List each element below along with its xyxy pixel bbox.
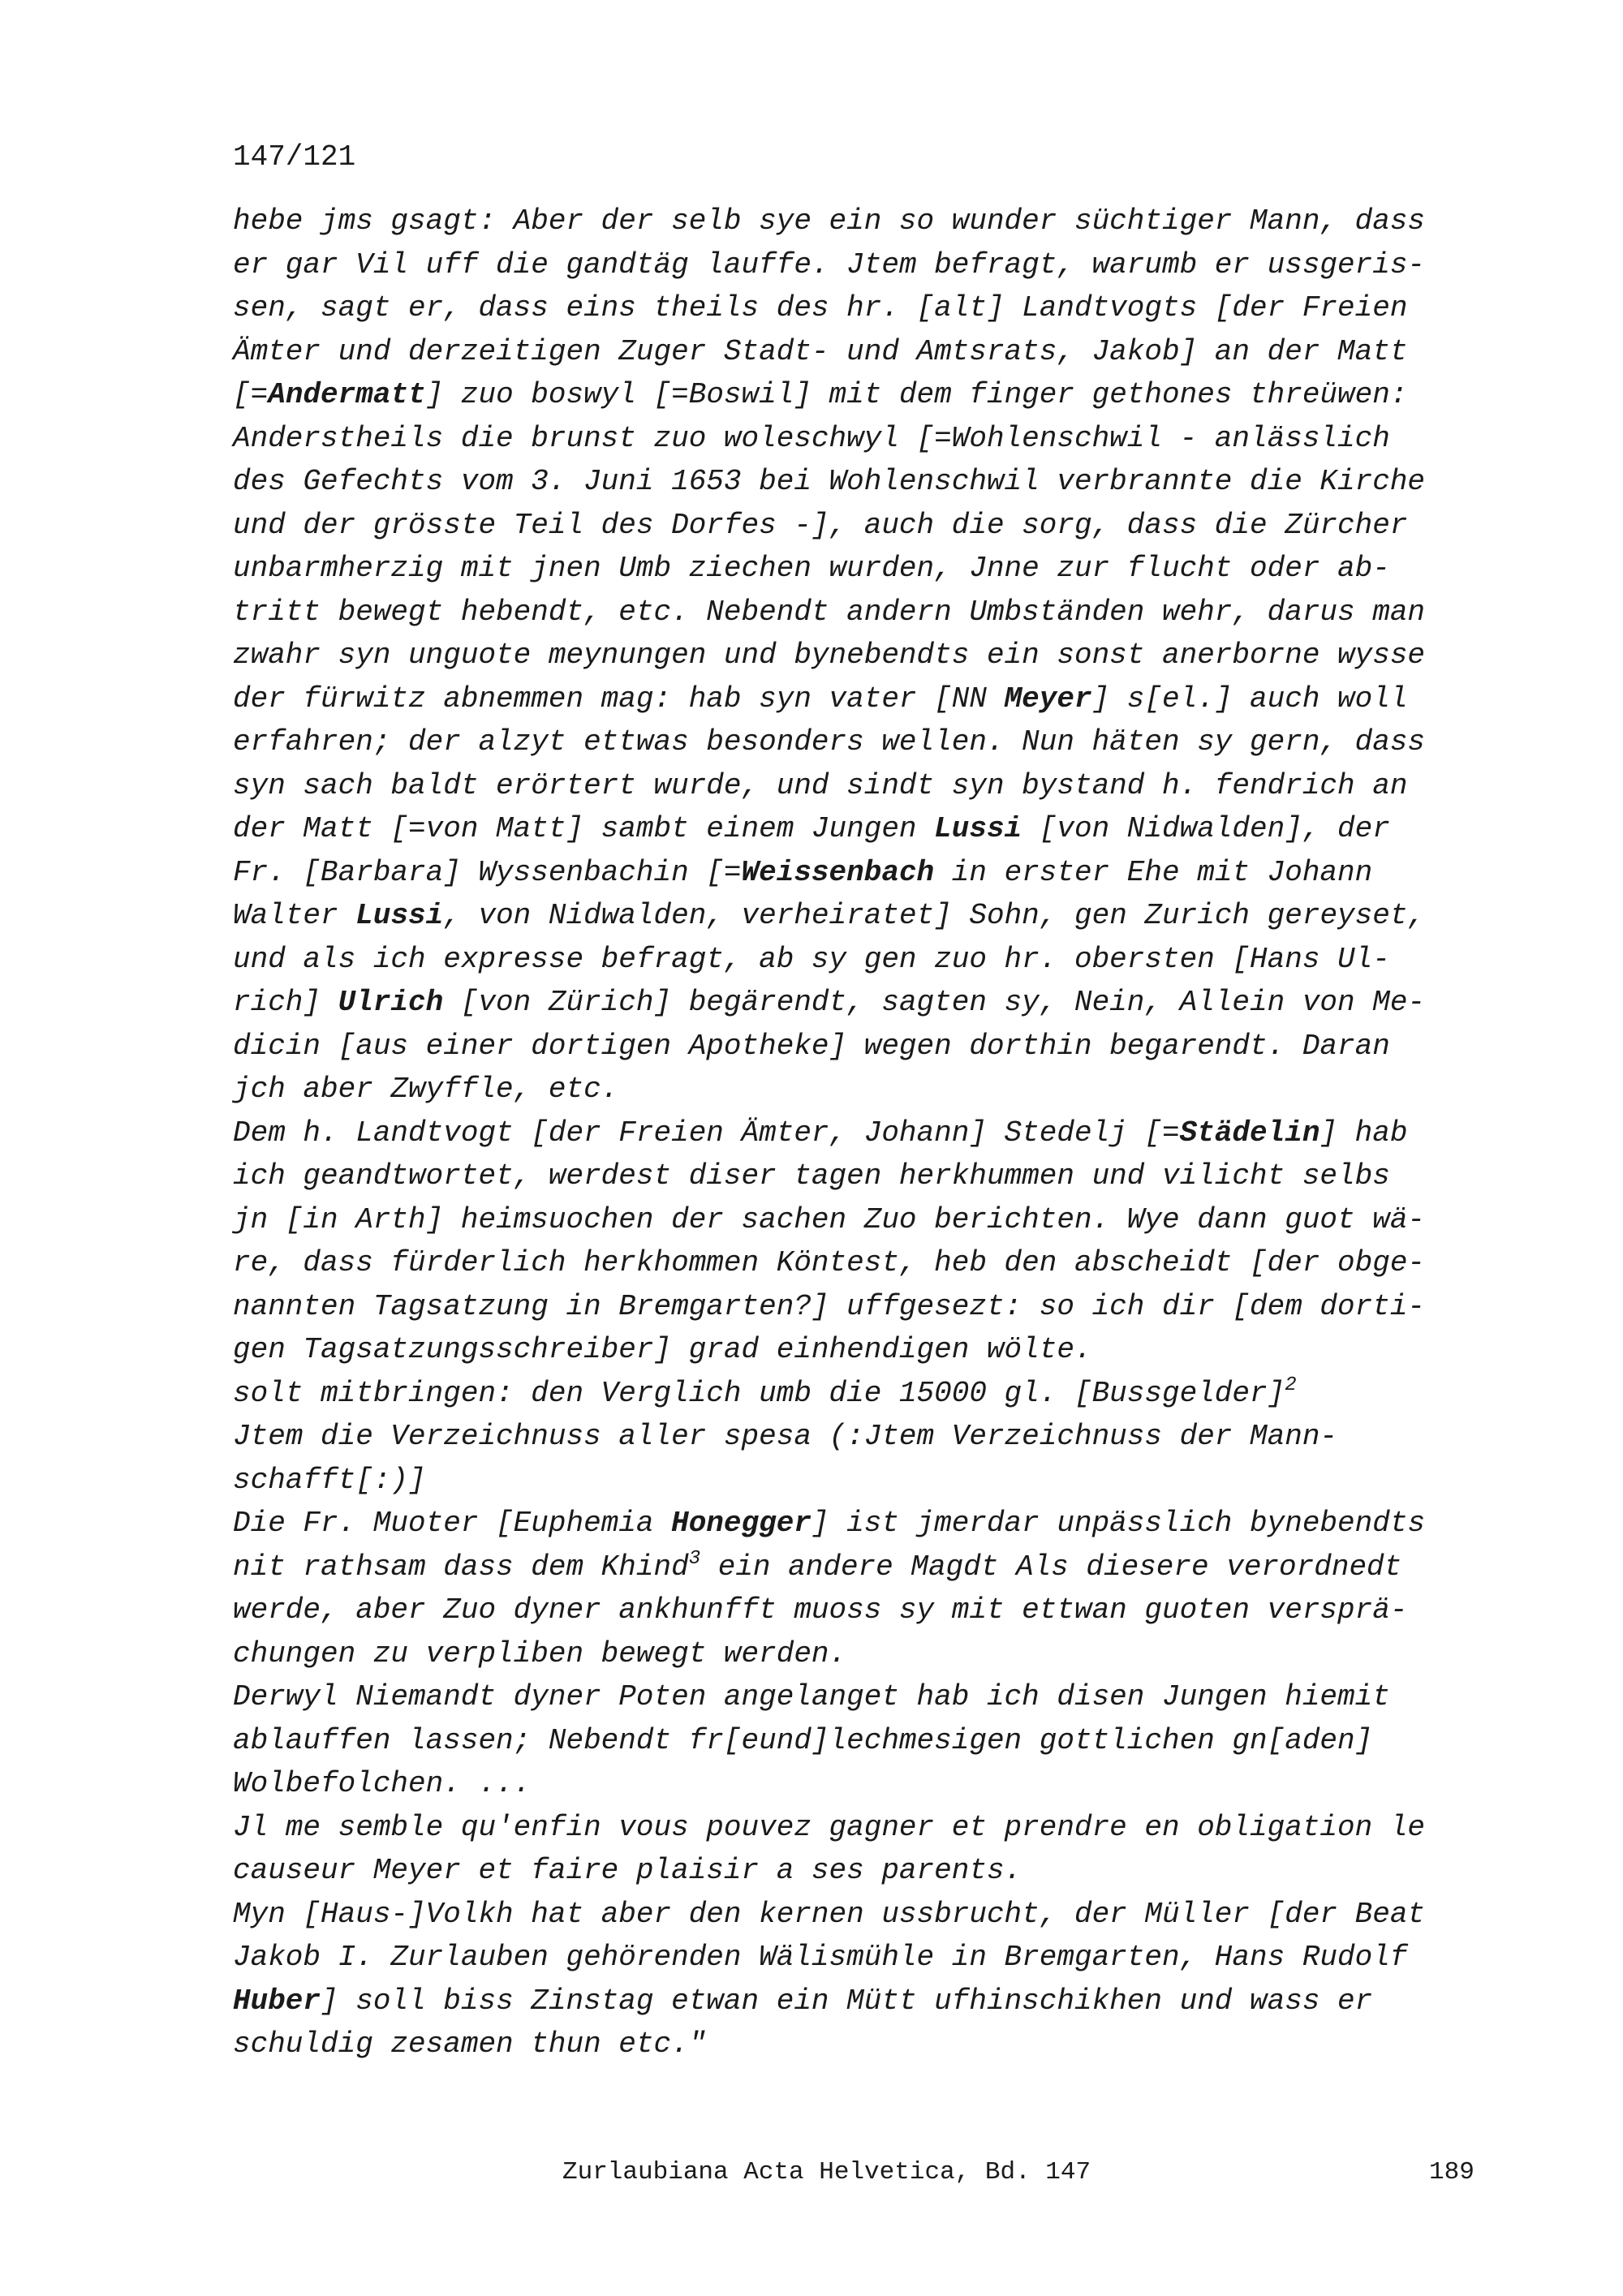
document-body	[233, 200, 1483, 2066]
text-segment: hebe jms gsagt: Aber der selb sye ein so wunder süchtiger Mann, dass	[233, 204, 1426, 238]
text-line	[233, 807, 1483, 851]
text-segment: ] zuo boswyl [=Boswil] mit dem finger gethones threüwen:	[425, 378, 1408, 411]
text-line	[233, 1546, 1483, 1589]
text-line	[233, 1762, 1483, 1806]
bold-name: Meyer	[1004, 681, 1092, 716]
text-line	[233, 1632, 1483, 1676]
text-segment: nit rathsam dass dem Khind	[233, 1550, 689, 1584]
text-line	[233, 1111, 1483, 1155]
text-segment: Die Fr. Muoter [Euphemia	[233, 1507, 672, 1540]
text-segment: und als ich expresse befragt, ab sy gen zuo hr. obersten [Hans Ul-	[233, 942, 1390, 976]
text-line	[233, 1719, 1483, 1763]
text-segment: und der grösste Teil des Dorfes -], auch die sorg, dass die Zürcher	[233, 508, 1408, 542]
text-line	[233, 1372, 1483, 1416]
text-segment: zwahr syn unguote meynungen und bynebendts ein sonst anerborne wysse	[233, 638, 1426, 672]
text-line	[233, 1154, 1483, 1198]
text-segment: der fürwitz abnemmen mag: hab syn vater [NN	[233, 681, 1005, 716]
text-segment: Wolbefolchen. ...	[233, 1767, 532, 1800]
text-segment: nannten Tagsatzung in Bremgarten?] uffgesezt: so ich dir [dem dorti-	[233, 1289, 1426, 1323]
text-segment: Myn [Haus-]Volkh hat aber den kernen ussbrucht, der Müller [der Beat	[233, 1897, 1426, 1931]
text-line	[233, 677, 1483, 721]
text-segment: Jtem die Verzeichnuss aller spesa (:Jtem Verzeichnuss der Mann-	[233, 1420, 1338, 1453]
text-segment: tritt bewegt hebendt, etc. Nebendt andern Umbständen wehr, darus man	[233, 595, 1426, 629]
document-id: 147/121	[233, 140, 356, 174]
bold-name: Andermatt	[268, 378, 426, 411]
text-line	[233, 330, 1483, 374]
page-footer	[0, 2152, 1623, 2194]
text-line	[233, 851, 1483, 895]
text-segment: [von Nidwalden], der	[1022, 812, 1390, 845]
text-line	[233, 1459, 1483, 1503]
text-line	[233, 547, 1483, 591]
text-segment: er gar Vil uff die gandtäg lauffe. Jtem befragt, warumb er ussgeris-	[233, 247, 1426, 282]
footer-title: Zurlaubiana Acta Helvetica, Bd. 147	[562, 2158, 1091, 2186]
text-line	[233, 1285, 1483, 1329]
text-segment: ] soll biss Zinstag etwan ein Mütt ufhinschikhen und wass er	[321, 1984, 1373, 2018]
text-segment: [von Zürich] begärendt, sagten sy, Nein, Allein von Me-	[443, 986, 1426, 1019]
text-line	[233, 243, 1483, 287]
text-line	[233, 1068, 1483, 1111]
text-segment: gen Tagsatzungsschreiber] grad einhendigen wölte.	[233, 1333, 1092, 1366]
text-segment: ich geandtwortet, werdest diser tagen herkhummen und vilicht selbs	[233, 1159, 1390, 1193]
text-segment: rich]	[233, 986, 338, 1019]
text-line	[233, 373, 1483, 417]
text-segment: ] s[el.] auch woll	[1091, 681, 1408, 716]
bold-name: Lussi	[355, 899, 444, 932]
text-segment: sen, sagt er, dass eins theils des hr. [alt] Landtvogts [der Freien	[233, 291, 1408, 325]
text-line	[233, 504, 1483, 548]
text-segment: Fr. [Barbara] Wyssenbachin [=	[233, 855, 742, 889]
text-segment: unbarmherzig mit jnen Umb ziechen wurden, Jnne zur flucht oder ab-	[233, 552, 1390, 585]
text-line	[233, 1415, 1483, 1459]
text-line	[233, 1241, 1483, 1285]
text-line	[233, 2023, 1483, 2066]
text-line	[233, 1328, 1483, 1372]
text-line	[233, 894, 1483, 938]
text-segment: werde, aber Zuo dyner ankhunfft muoss sy mit ettwan guoten versprä-	[233, 1593, 1408, 1627]
text-segment: dicin [aus einer dortigen Apotheke] wegen dorthin begarendt. Daran	[233, 1029, 1390, 1063]
text-line	[233, 981, 1483, 1025]
text-line	[233, 417, 1483, 461]
text-segment: schuldig zesamen thun etc."	[233, 2027, 707, 2061]
text-line	[233, 286, 1483, 330]
text-line	[233, 634, 1483, 677]
text-segment: [=	[233, 378, 269, 411]
bold-name: Huber	[233, 1984, 321, 2018]
text-line	[233, 764, 1483, 808]
page-number: 189	[1429, 2158, 1474, 2186]
footnote-marker: 3	[688, 1547, 701, 1570]
bold-name: Ulrich	[338, 986, 444, 1019]
bold-name: Städelin	[1179, 1116, 1320, 1150]
text-segment: solt mitbringen: den Verglich umb die 15000 gl. [Bussgelder]	[233, 1376, 1285, 1410]
text-segment: Anderstheils die brunst zuo woleschwyl [=Wohlenschwil - anlässlich	[233, 421, 1390, 455]
text-line	[233, 1980, 1483, 2023]
text-segment: Jl me semble qu'enfin vous pouvez gagner et prendre en obligation le	[233, 1810, 1426, 1844]
text-line	[233, 1806, 1483, 1850]
text-segment: Jakob I. Zurlauben gehörenden Wälismühle in Bremgarten, Hans Rudolf	[233, 1941, 1408, 1974]
text-line	[233, 1893, 1483, 1937]
text-segment: Walter	[233, 899, 356, 932]
text-segment: , von Nidwalden, verheiratet] Sohn, gen Zurich gereyset,	[443, 899, 1426, 932]
text-line	[233, 1675, 1483, 1719]
text-line	[233, 938, 1483, 982]
text-line	[233, 591, 1483, 634]
text-segment: ] hab	[1319, 1116, 1408, 1150]
text-line	[233, 200, 1483, 243]
footnote-marker: 2	[1285, 1374, 1297, 1396]
text-segment: der Matt [=von Matt] sambt einem Jungen	[233, 812, 935, 845]
text-segment: ein andere Magdt Als diesere verordnedt	[700, 1550, 1402, 1584]
text-segment: causeur Meyer et faire plaisir a ses parents.	[233, 1854, 1022, 1887]
text-line	[233, 1025, 1483, 1068]
text-line	[233, 1849, 1483, 1893]
text-segment: syn sach baldt erörtert wurde, und sindt syn bystand h. fendrich an	[233, 768, 1408, 802]
text-segment: erfahren; der alzyt ettwas besonders wellen. Nun häten sy gern, dass	[233, 725, 1426, 759]
text-line	[233, 1589, 1483, 1632]
text-segment: Dem h. Landtvogt [der Freien Ämter, Johann] Stedelj [=	[233, 1116, 1180, 1150]
text-segment: chungen zu verpliben bewegt werden.	[233, 1636, 847, 1670]
text-segment: des Gefechts vom 3. Juni 1653 bei Wohlenschwil verbrannte die Kirche	[233, 465, 1426, 498]
text-segment: Derwyl Niemandt dyner Poten angelanget hab ich disen Jungen hiemit	[233, 1680, 1390, 1713]
bold-name: Honegger	[671, 1507, 812, 1540]
text-segment: in erster Ehe mit Johann	[934, 855, 1373, 889]
text-segment: jn [in Arth] heimsuochen der sachen Zuo berichten. Wye dann guot wä-	[233, 1202, 1426, 1236]
text-segment: re, dass fürderlich herkhommen Köntest, heb den abscheidt [der obge-	[233, 1246, 1426, 1279]
text-segment: ablauffen lassen; Nebendt fr[eund]lechmesigen gottlichen gn[aden]	[233, 1723, 1373, 1757]
text-line	[233, 720, 1483, 764]
text-segment: jch aber Zwyffle, etc.	[233, 1073, 619, 1106]
text-line	[233, 1502, 1483, 1546]
text-line	[233, 460, 1483, 504]
bold-name: Lussi	[934, 812, 1022, 845]
text-segment: schafft[:)]	[233, 1463, 426, 1497]
text-segment: Ämter und derzeitigen Zuger Stadt- und Amtsrats, Jakob] an der Matt	[233, 334, 1408, 368]
text-line	[233, 1936, 1483, 1980]
bold-name: Weissenbach	[741, 855, 935, 889]
text-segment: ] ist jmerdar unpässlich bynebendts	[811, 1507, 1426, 1540]
text-line	[233, 1198, 1483, 1242]
